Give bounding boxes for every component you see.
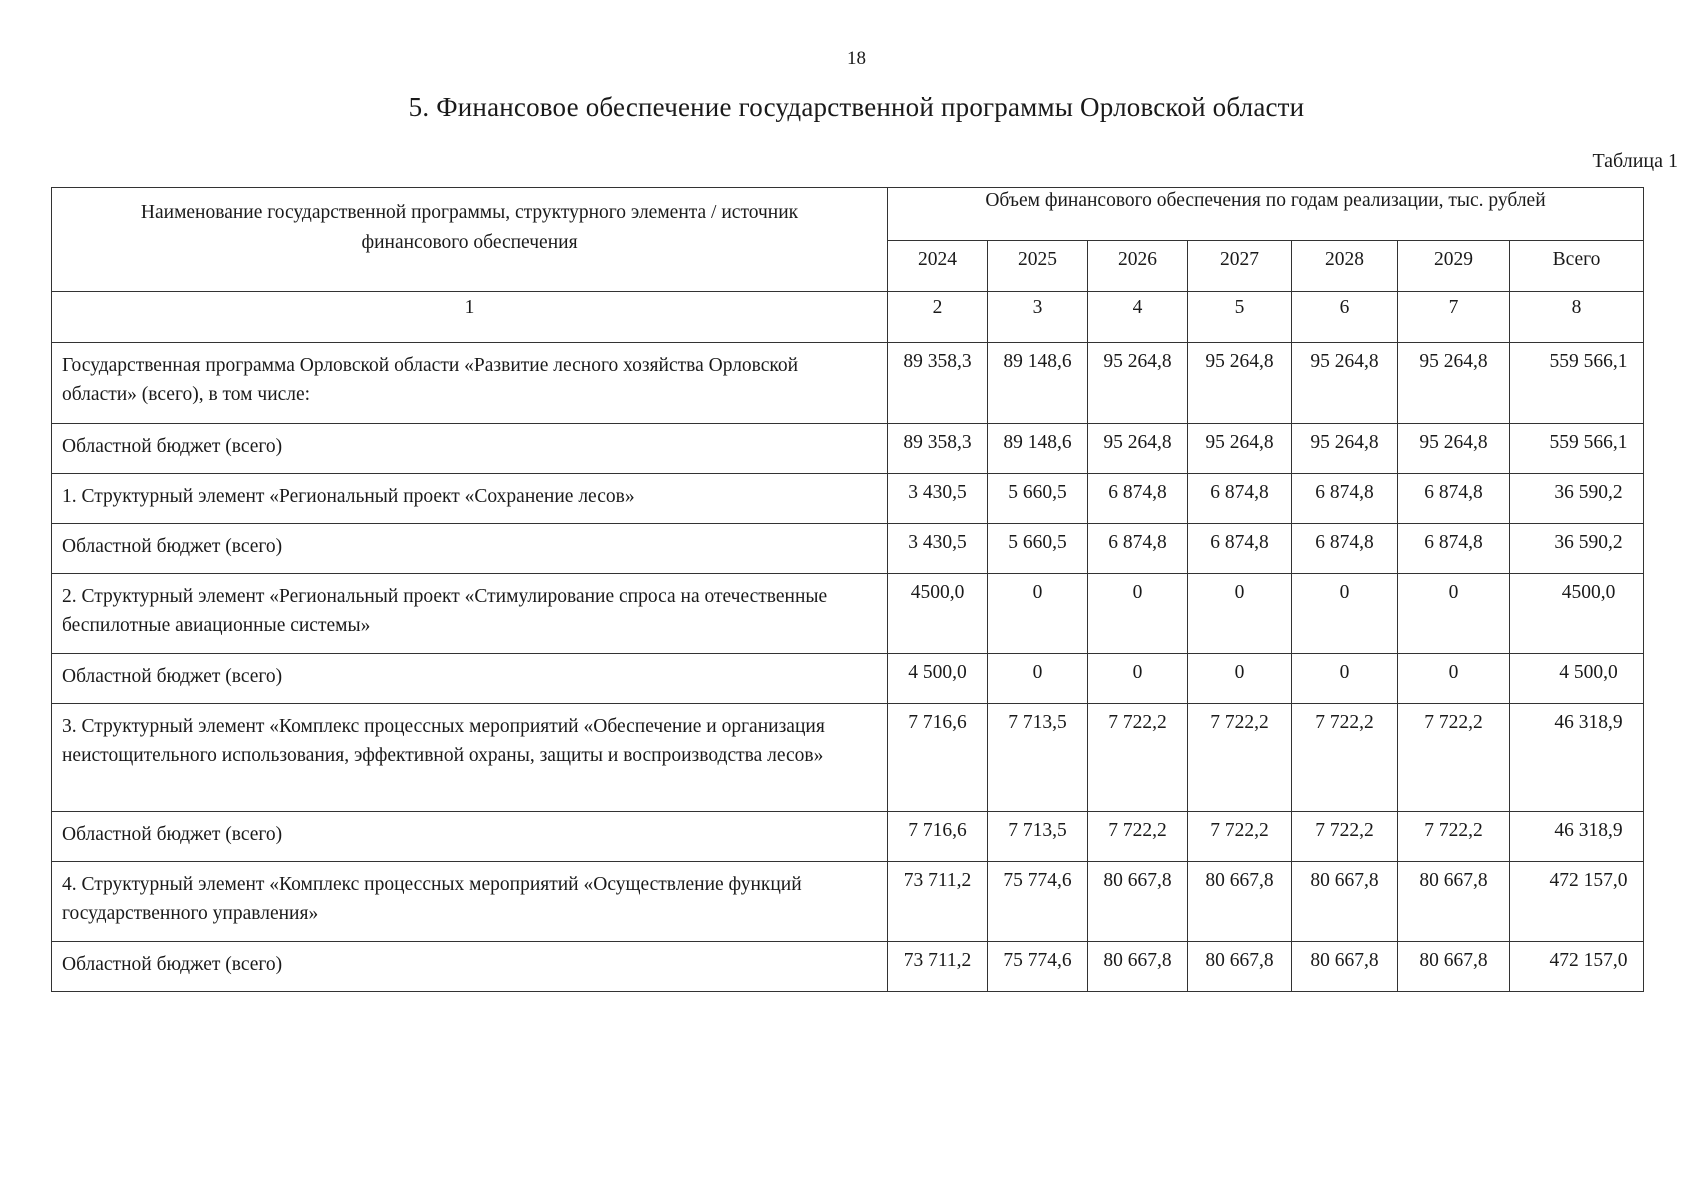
cell-2024: 3 430,5: [888, 524, 988, 574]
cell-2027: 7 722,2: [1188, 812, 1292, 862]
cell-2026: 7 722,2: [1088, 704, 1188, 812]
header-year: 2027: [1188, 241, 1292, 292]
column-number-row: [52, 292, 1644, 343]
row-name: Областной бюджет (всего): [52, 654, 888, 704]
cell-2024: 89 358,3: [888, 424, 988, 474]
column-number: 6: [1292, 292, 1398, 343]
cell-2025: 5 660,5: [988, 524, 1088, 574]
cell-2024: 7 716,6: [888, 704, 988, 812]
cell-2028: 95 264,8: [1292, 424, 1398, 474]
cell-2027: 0: [1188, 574, 1292, 654]
cell-2027: 6 874,8: [1188, 524, 1292, 574]
cell-2027: 95 264,8: [1188, 424, 1292, 474]
header-year: 2024: [888, 241, 988, 292]
cell-2025: 75 774,6: [988, 862, 1088, 942]
cell-2027: 95 264,8: [1188, 343, 1292, 424]
cell-2029: 95 264,8: [1398, 343, 1510, 424]
row-name: 2. Структурный элемент «Региональный проект «Стимулирование спроса на отечественные беспилотные авиационные системы»: [52, 574, 888, 654]
cell-2024: 4 500,0: [888, 654, 988, 704]
page-number: 18: [847, 48, 866, 69]
cell-2029: 7 722,2: [1398, 704, 1510, 812]
header-year: 2025: [988, 241, 1088, 292]
column-number: 7: [1398, 292, 1510, 343]
row-name: 3. Структурный элемент «Комплекс процессных мероприятий «Обеспечение и организация неистощительного использования, эффективной охраны, защиты и воспроизводства лесов»: [52, 704, 888, 812]
cell-2026: 6 874,8: [1088, 524, 1188, 574]
row-name: Областной бюджет (всего): [52, 812, 888, 862]
cell-2028: 6 874,8: [1292, 524, 1398, 574]
cell-2028: 80 667,8: [1292, 862, 1398, 942]
cell-2026: 6 874,8: [1088, 474, 1188, 524]
cell-2027: 0: [1188, 654, 1292, 704]
header-year: 2029: [1398, 241, 1510, 292]
table-row-budget: [52, 812, 1644, 862]
cell-2029: 80 667,8: [1398, 862, 1510, 942]
table-row-element-4: [52, 862, 1644, 942]
cell-2024: 89 358,3: [888, 343, 988, 424]
header-volume: Объем финансового обеспечения по годам реализации, тыс. рублей: [888, 188, 1644, 241]
column-number: 1: [52, 292, 888, 343]
cell-2025: 89 148,6: [988, 424, 1088, 474]
cell-2025: 7 713,5: [988, 704, 1088, 812]
header-year: 2028: [1292, 241, 1398, 292]
document-title: 5. Финансовое обеспечение государственной программы Орловской области: [408, 92, 1305, 122]
cell-2028: 6 874,8: [1292, 474, 1398, 524]
cell-2028: 7 722,2: [1292, 812, 1398, 862]
table-row-program: [52, 343, 1644, 424]
cell-2025: 75 774,6: [988, 942, 1088, 992]
cell-2028: 7 722,2: [1292, 704, 1398, 812]
header-year: 2026: [1088, 241, 1188, 292]
cell-2026: 0: [1088, 654, 1188, 704]
cell-total: 472 157,0: [1510, 942, 1644, 992]
cell-2026: 80 667,8: [1088, 942, 1188, 992]
cell-2027: 80 667,8: [1188, 862, 1292, 942]
table-row-budget: [52, 524, 1644, 574]
cell-2026: 95 264,8: [1088, 424, 1188, 474]
row-name: 1. Структурный элемент «Региональный проект «Сохранение лесов»: [52, 474, 888, 524]
column-number: 4: [1088, 292, 1188, 343]
column-number: 2: [888, 292, 988, 343]
table-row-budget: [52, 942, 1644, 992]
column-number: 5: [1188, 292, 1292, 343]
header-name: Наименование государственной программы, структурного элемента / источник финансового обеспечения: [52, 188, 888, 292]
cell-2024: 73 711,2: [888, 862, 988, 942]
row-name: Областной бюджет (всего): [52, 942, 888, 992]
cell-total: 472 157,0: [1510, 862, 1644, 942]
cell-2026: 0: [1088, 574, 1188, 654]
cell-2024: 4500,0: [888, 574, 988, 654]
cell-2029: 6 874,8: [1398, 474, 1510, 524]
table-row-element-3: [52, 704, 1644, 812]
cell-2026: 80 667,8: [1088, 862, 1188, 942]
cell-2026: 95 264,8: [1088, 343, 1188, 424]
header-row-1: [52, 188, 1644, 241]
column-number: 3: [988, 292, 1088, 343]
cell-total: 559 566,1: [1510, 343, 1644, 424]
cell-total: 4 500,0: [1510, 654, 1644, 704]
cell-2028: 0: [1292, 574, 1398, 654]
cell-2024: 7 716,6: [888, 812, 988, 862]
table-row-budget: [52, 654, 1644, 704]
cell-2025: 5 660,5: [988, 474, 1088, 524]
table-row-budget: [52, 424, 1644, 474]
cell-2029: 6 874,8: [1398, 524, 1510, 574]
cell-total: 46 318,9: [1510, 812, 1644, 862]
cell-2025: 0: [988, 574, 1088, 654]
table-row-element-2: [52, 574, 1644, 654]
cell-2029: 80 667,8: [1398, 942, 1510, 992]
cell-2025: 0: [988, 654, 1088, 704]
row-name: Государственная программа Орловской области «Развитие лесного хозяйства Орловской области» (всего), в том числе:: [52, 343, 888, 424]
cell-2028: 95 264,8: [1292, 343, 1398, 424]
row-name: 4. Структурный элемент «Комплекс процессных мероприятий «Осуществление функций государственного управления»: [52, 862, 888, 942]
cell-2024: 3 430,5: [888, 474, 988, 524]
column-number: 8: [1510, 292, 1644, 343]
cell-2028: 0: [1292, 654, 1398, 704]
cell-2027: 7 722,2: [1188, 704, 1292, 812]
header-total: Всего: [1510, 241, 1644, 292]
cell-2027: 80 667,8: [1188, 942, 1292, 992]
cell-2024: 73 711,2: [888, 942, 988, 992]
cell-2025: 7 713,5: [988, 812, 1088, 862]
cell-2029: 0: [1398, 654, 1510, 704]
cell-total: 46 318,9: [1510, 704, 1644, 812]
row-name: Областной бюджет (всего): [52, 524, 888, 574]
cell-2029: 95 264,8: [1398, 424, 1510, 474]
financing-table: [51, 187, 1644, 992]
cell-2028: 80 667,8: [1292, 942, 1398, 992]
cell-2025: 89 148,6: [988, 343, 1088, 424]
cell-total: 36 590,2: [1510, 474, 1644, 524]
cell-2029: 0: [1398, 574, 1510, 654]
table-caption: Таблица 1: [1592, 150, 1678, 172]
cell-total: 36 590,2: [1510, 524, 1644, 574]
cell-2029: 7 722,2: [1398, 812, 1510, 862]
cell-total: 4500,0: [1510, 574, 1644, 654]
table-row-element-1: [52, 474, 1644, 524]
cell-2027: 6 874,8: [1188, 474, 1292, 524]
cell-total: 559 566,1: [1510, 424, 1644, 474]
cell-2026: 7 722,2: [1088, 812, 1188, 862]
row-name: Областной бюджет (всего): [52, 424, 888, 474]
